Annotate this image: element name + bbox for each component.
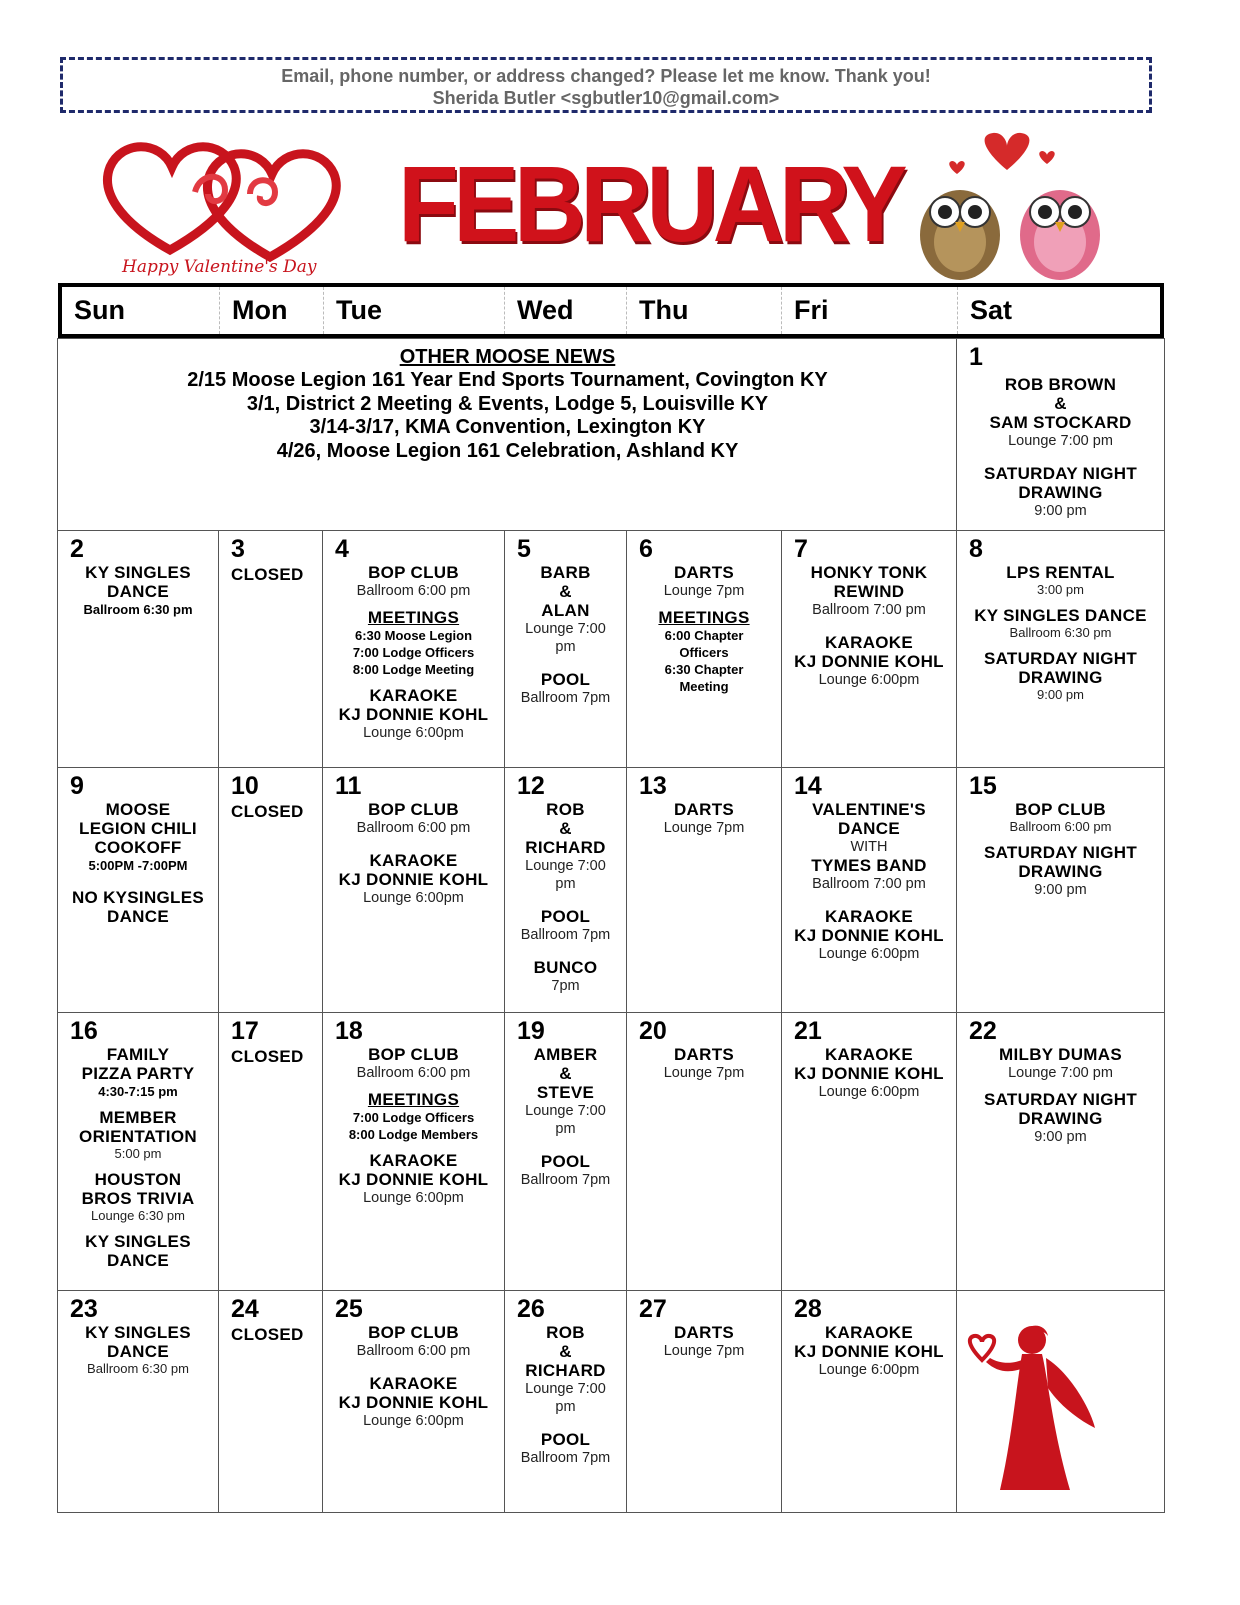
closed-label: CLOSED: [231, 1325, 304, 1344]
day-number: 10: [231, 772, 259, 800]
day-cell: [218, 1012, 323, 1291]
notice-line-2: Sherida Butler <sgbutler10@gmail.com>: [432, 88, 780, 108]
event-title: DANCE: [107, 582, 169, 601]
day-number: 24: [231, 1295, 259, 1323]
day-number: 4: [335, 535, 349, 563]
event-detail: Lounge 7:00 pm: [1008, 1065, 1113, 1081]
event-title: DRAWING: [1018, 483, 1103, 502]
event-title: LPS RENTAL: [1006, 563, 1115, 582]
event-title: ROB BROWN: [1004, 375, 1117, 394]
event-detail: 9:00 pm: [1034, 1129, 1087, 1145]
day-number: 26: [517, 1295, 545, 1323]
event-title: DRAWING: [1018, 1109, 1103, 1128]
day-cell: [57, 1290, 219, 1513]
contact-notice: [60, 57, 1152, 113]
event-title: DRAWING: [1018, 668, 1103, 687]
event-detail: 4:30-7:15 pm: [98, 1084, 178, 1099]
event-detail: Lounge 7:00: [525, 621, 606, 637]
day-cell: [322, 1290, 505, 1513]
event-detail: 9:00 pm: [1034, 503, 1087, 519]
event-detail: Lounge 6:00pm: [363, 1413, 464, 1429]
event-detail: Lounge 7:00 pm: [1008, 433, 1113, 449]
event-title: BOP CLUB: [368, 1323, 459, 1342]
event-title: BOP CLUB: [368, 1045, 459, 1064]
event-detail: 7pm: [551, 978, 580, 994]
day-number: 2: [70, 535, 84, 563]
news-line: 2/15 Moose Legion 161 Year End Sports Tournament, Covington KY: [187, 369, 828, 391]
event-detail: Ballroom 6:30 pm: [83, 602, 193, 617]
angel-heart-icon: [960, 1318, 1100, 1498]
event-detail: pm: [555, 1121, 576, 1137]
day-number: 17: [231, 1017, 259, 1045]
weekday-header: [58, 283, 1164, 338]
event-detail: Ballroom 7pm: [520, 1450, 611, 1466]
event-title: SATURDAY NIGHT: [983, 843, 1138, 862]
news-cell: [57, 338, 957, 531]
event-title: DANCE: [838, 819, 900, 838]
day-cell: [57, 767, 219, 1013]
event-detail: Ballroom 7pm: [520, 927, 611, 943]
event-detail: Lounge 7pm: [663, 583, 745, 599]
day-number: 6: [639, 535, 653, 563]
day-cell: [504, 1012, 627, 1291]
event-detail: 6:00 Chapter: [664, 628, 744, 643]
day-number: 20: [639, 1017, 667, 1045]
day-cell: [626, 530, 782, 768]
event-detail: Ballroom 6:00 pm: [356, 1065, 471, 1081]
event-title: ROB: [546, 800, 585, 819]
event-title: DARTS: [673, 1045, 735, 1064]
event-detail: 7:00 Lodge Officers: [352, 1110, 475, 1125]
day-cell: [504, 530, 627, 768]
event-title: &: [1054, 394, 1067, 413]
day-cell: [504, 767, 627, 1013]
day-cell: [322, 530, 505, 768]
event-detail: 8:00 Lodge Members: [348, 1127, 479, 1142]
event-detail: Ballroom 6:30 pm: [87, 1361, 189, 1376]
day-cell: [956, 338, 1165, 531]
day-cell: [781, 1290, 957, 1513]
event-title: &: [559, 1342, 572, 1361]
event-detail: Ballroom 6:00 pm: [1009, 819, 1112, 834]
event-detail: 9:00 pm: [1034, 882, 1087, 898]
event-title: KJ DONNIE KOHL: [338, 870, 489, 889]
event-title: KJ DONNIE KOHL: [794, 1342, 944, 1361]
event-title: DANCE: [107, 1251, 169, 1270]
event-title: PIZZA PARTY: [81, 1064, 195, 1083]
day-cell: [504, 1290, 627, 1513]
day-number: 7: [794, 535, 808, 563]
event-title: KARAOKE: [824, 1045, 914, 1064]
day-number: 8: [969, 535, 983, 563]
event-title: KJ DONNIE KOHL: [338, 1393, 489, 1412]
day-cell: [956, 767, 1165, 1013]
event-detail: 6:30 Moose Legion: [354, 628, 473, 643]
day-number: 5: [517, 535, 531, 563]
event-title: NO KYSINGLES: [71, 888, 205, 907]
meetings-heading: MEETINGS: [367, 1090, 460, 1109]
event-detail: Lounge 6:00pm: [818, 1084, 920, 1100]
event-title: KARAOKE: [369, 1151, 458, 1170]
event-detail: Lounge 7pm: [663, 1065, 745, 1081]
event-detail: 6:30 Chapter: [664, 662, 744, 677]
event-detail: Lounge 6:00pm: [363, 725, 464, 741]
event-detail: Lounge 6:00pm: [818, 946, 920, 962]
event-detail: Ballroom 6:00 pm: [356, 1343, 471, 1359]
day-cell: [781, 530, 957, 768]
event-title: BROS TRIVIA: [81, 1189, 195, 1208]
event-title: ROB: [546, 1323, 585, 1342]
event-detail: Lounge 7pm: [663, 1343, 745, 1359]
event-title: KJ DONNIE KOHL: [794, 1064, 944, 1083]
news-line: 3/14-3/17, KMA Convention, Lexington KY: [309, 416, 706, 438]
month-title: FEBRUARY: [398, 143, 903, 264]
event-title: POOL: [540, 1152, 591, 1171]
day-cell: [218, 1290, 323, 1513]
event-detail: Lounge 7:00: [525, 858, 606, 874]
event-title: BOP CLUB: [1015, 800, 1106, 819]
day-number: 19: [517, 1017, 545, 1045]
day-number: 28: [794, 1295, 822, 1323]
weekday-mon: Mon: [219, 287, 323, 334]
event-title: KJ DONNIE KOHL: [794, 926, 944, 945]
event-detail: 9:00 pm: [1037, 687, 1084, 702]
weekday-tue: Tue: [323, 287, 504, 334]
event-detail: Ballroom 7:00 pm: [812, 602, 926, 618]
event-title: POOL: [540, 907, 591, 926]
event-title: FAMILY: [106, 1045, 170, 1064]
event-detail: Lounge 7:00: [525, 1381, 606, 1397]
news-line: 4/26, Moose Legion 161 Celebration, Ashland KY: [276, 439, 739, 462]
event-detail: Ballroom 7pm: [520, 690, 611, 706]
day-number: 12: [517, 772, 545, 800]
event-title: VALENTINE'S: [812, 800, 926, 819]
news-line: 3/1, District 2 Meeting & Events, Lodge 5, Louisville KY: [246, 392, 769, 415]
event-detail: Lounge 6:00pm: [363, 1190, 464, 1206]
event-title: KARAOKE: [369, 851, 458, 870]
day-number: 22: [969, 1017, 997, 1045]
day-cell: [57, 1012, 219, 1291]
day-number: 27: [639, 1295, 667, 1323]
event-title: RICHARD: [525, 838, 606, 857]
event-title: SATURDAY NIGHT: [983, 649, 1138, 668]
day-number: 1: [969, 343, 983, 371]
event-title: KJ DONNIE KOHL: [338, 705, 489, 724]
event-title: DRAWING: [1018, 862, 1103, 881]
day-number: 15: [969, 772, 997, 800]
event-detail: Ballroom 7:00 pm: [812, 876, 926, 892]
news-title: OTHER MOOSE NEWS: [399, 346, 616, 368]
weekday-wed: Wed: [504, 287, 626, 334]
event-detail: Meeting: [679, 679, 729, 694]
weekday-sun: Sun: [74, 295, 125, 325]
event-title: KARAOKE: [369, 1374, 458, 1393]
event-title: KY SINGLES: [85, 563, 191, 582]
day-number: 23: [70, 1295, 98, 1323]
day-cell: [218, 530, 323, 768]
event-title: SATURDAY NIGHT: [983, 1090, 1138, 1109]
event-title: ALAN: [541, 601, 590, 620]
event-title: DANCE: [107, 907, 169, 926]
event-detail: Ballroom 6:30 pm: [1009, 625, 1112, 640]
event-title: MILBY DUMAS: [999, 1045, 1122, 1064]
event-title: KARAOKE: [824, 1323, 914, 1342]
day-number: 16: [70, 1017, 98, 1045]
event-title: DARTS: [673, 563, 735, 582]
event-title: &: [559, 582, 572, 601]
event-detail: 5:00 pm: [114, 1146, 162, 1161]
day-cell: [781, 1012, 957, 1291]
event-detail: Lounge 6:00pm: [363, 890, 464, 906]
event-detail: pm: [555, 639, 576, 655]
event-title: KJ DONNIE KOHL: [338, 1170, 489, 1189]
event-title: HONKY TONK: [810, 563, 928, 582]
day-cell: [57, 530, 219, 768]
event-title: KJ DONNIE KOHL: [794, 652, 944, 671]
day-cell: [626, 1290, 782, 1513]
day-number: 11: [335, 772, 362, 800]
valentine-text: Happy Valentine's Day: [122, 257, 317, 277]
event-detail: Lounge 7:00: [525, 1103, 606, 1119]
event-detail: 7:00 Lodge Officers: [352, 645, 475, 660]
day-number: 25: [335, 1295, 363, 1323]
day-number: 13: [639, 772, 667, 800]
event-title: DARTS: [673, 800, 735, 819]
event-title: BUNCO: [533, 958, 598, 977]
event-title: BOP CLUB: [368, 800, 459, 819]
event-title: KY SINGLES: [85, 1323, 191, 1342]
day-cell: [626, 1012, 782, 1291]
event-title: POOL: [540, 670, 591, 689]
notice-line-1: Email, phone number, or address changed? Please let me know. Thank you!: [281, 66, 931, 86]
day-number: 14: [794, 772, 822, 800]
event-title: KARAOKE: [824, 633, 914, 652]
day-cell: [322, 767, 505, 1013]
event-title: STEVE: [536, 1083, 595, 1102]
event-detail: Lounge 6:00pm: [818, 672, 920, 688]
event-title: HOUSTON: [94, 1170, 182, 1189]
event-title: RICHARD: [525, 1361, 606, 1380]
event-detail: WITH: [850, 839, 888, 855]
weekday-thu: Thu: [626, 287, 781, 334]
day-cell: [626, 767, 782, 1013]
day-cell: [322, 1012, 505, 1291]
event-detail: pm: [555, 1399, 576, 1415]
event-title: DANCE: [107, 1342, 169, 1361]
day-cell: [956, 1012, 1165, 1291]
closed-label: CLOSED: [231, 802, 304, 821]
event-title: KY SINGLES DANCE: [974, 606, 1147, 625]
event-title: &: [559, 1064, 572, 1083]
event-title: KARAOKE: [824, 907, 914, 926]
event-title: MOOSE: [105, 800, 171, 819]
event-title: LEGION CHILI: [79, 819, 197, 838]
closed-label: CLOSED: [231, 1047, 304, 1066]
weekday-fri: Fri: [781, 287, 957, 334]
event-detail: Lounge 6:00pm: [818, 1362, 920, 1378]
event-title: POOL: [540, 1430, 591, 1449]
weekday-sat: Sat: [957, 287, 1160, 334]
owls-icon: [915, 130, 1110, 282]
event-title: KY SINGLES: [85, 1232, 191, 1251]
event-title: AMBER: [533, 1045, 598, 1064]
day-cell: [956, 530, 1165, 768]
valentine-hearts-icon: [100, 132, 380, 280]
event-title: &: [559, 819, 572, 838]
event-title: KARAOKE: [369, 686, 458, 705]
event-detail: Lounge 7pm: [663, 820, 745, 836]
event-detail: pm: [555, 876, 576, 892]
event-detail: Officers: [679, 645, 729, 660]
event-detail: 8:00 Lodge Meeting: [352, 662, 475, 677]
event-title: DARTS: [673, 1323, 735, 1342]
meetings-heading: MEETINGS: [658, 608, 750, 627]
day-number: 18: [335, 1017, 363, 1045]
day-number: 9: [70, 772, 84, 800]
event-detail: Ballroom 6:00 pm: [356, 583, 471, 599]
event-title: MEMBER: [99, 1108, 177, 1127]
event-detail: Lounge 6:30 pm: [91, 1208, 185, 1223]
event-detail: 3:00 pm: [1037, 582, 1084, 597]
meetings-heading: MEETINGS: [367, 608, 460, 627]
event-detail: Ballroom 7pm: [520, 1172, 611, 1188]
event-title: BOP CLUB: [368, 563, 459, 582]
event-title: BARB: [540, 563, 591, 582]
event-title: SATURDAY NIGHT: [983, 464, 1138, 483]
event-detail: 5:00PM -7:00PM: [88, 858, 188, 873]
day-cell: [781, 767, 957, 1013]
event-title: ORIENTATION: [79, 1127, 197, 1146]
closed-label: CLOSED: [231, 565, 304, 584]
day-cell: [218, 767, 323, 1013]
event-title: REWIND: [833, 582, 905, 601]
day-number: 3: [231, 535, 245, 563]
event-detail: Ballroom 6:00 pm: [356, 820, 471, 836]
event-title: SAM STOCKARD: [989, 413, 1132, 432]
event-title: TYMES BAND: [811, 856, 927, 875]
day-number: 21: [794, 1017, 822, 1045]
event-title: COOKOFF: [94, 838, 182, 857]
